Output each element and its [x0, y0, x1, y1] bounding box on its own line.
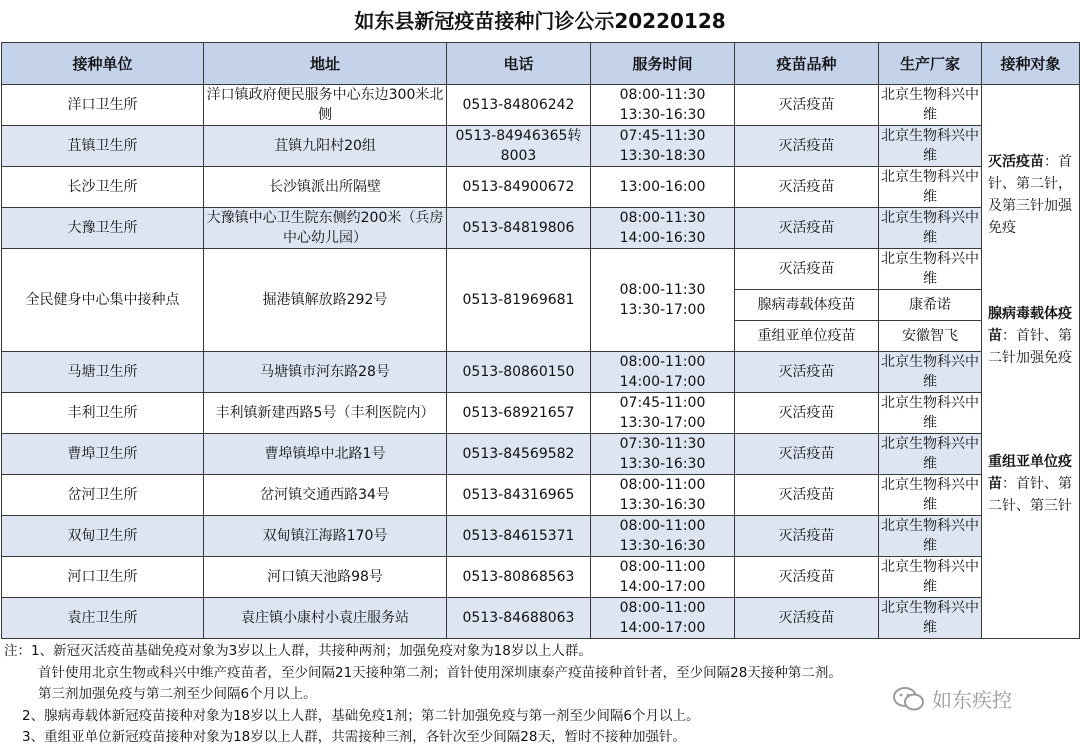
target-vaccine: 重组亚单位疫苗 [988, 454, 1072, 492]
hours-cell [591, 475, 735, 516]
table-row [2, 126, 1080, 167]
address-cell: 双甸镇江海路170号 [204, 516, 447, 557]
hours-pm: 13:30-16:30 [619, 497, 706, 513]
hours-am: 08:00-11:00 [619, 518, 706, 534]
col-header-vaccine: 疫苗品种 [735, 43, 879, 85]
address-cell: 袁庄镇小康村小袁庄服务站 [204, 598, 447, 639]
table-row [2, 475, 1080, 516]
hours-cell [591, 516, 735, 557]
phone-cell: 0513-84946365转8003 [447, 126, 591, 167]
maker-cell: 北京生物科兴中维 [879, 516, 982, 557]
unit-cell: 大豫卫生所 [2, 208, 204, 249]
target-text: ：首针、第二针加强免疫 [988, 328, 1072, 366]
address-cell: 大豫镇中心卫生院东侧约200米（兵房中心幼儿园） [204, 208, 447, 249]
target-text: ：首针、第二针、第三针 [988, 476, 1072, 514]
schedule-table [1, 42, 1080, 639]
phone-cell: 0513-84688063 [447, 598, 591, 639]
note-line: 3、重组亚单位新冠疫苗接种对象为18岁以上人群，共需接种三剂，各针次至少间隔28天，暂时不接种加强针。 [22, 729, 686, 745]
unit-cell: 袁庄卫生所 [2, 598, 204, 639]
phone-cell: 0513-80860150 [447, 352, 591, 393]
hours-cell [591, 393, 735, 434]
hours-cell [591, 167, 735, 208]
vaccine-cell: 重组亚单位疫苗 [735, 321, 879, 352]
page-title: 如东县新冠疫苗接种门诊公示20220128 [354, 9, 726, 33]
maker-cell: 北京生物科兴中维 [879, 557, 982, 598]
vaccine-cell: 灭活疫苗 [735, 249, 879, 290]
note-line: 2、腺病毒载体新冠疫苗接种对象为18岁以上人群，基础免疫1剂；第二针加强免疫与第一剂至少间隔6个月以上。 [22, 707, 700, 724]
maker-cell: 北京生物科兴中维 [879, 167, 982, 208]
maker-cell: 北京生物科兴中维 [879, 208, 982, 249]
maker-cell: 北京生物科兴中维 [879, 434, 982, 475]
address-cell: 曹埠镇埠中北路1号 [204, 434, 447, 475]
watermark-text: 如东疾控 [932, 688, 1012, 712]
unit-cell: 苴镇卫生所 [2, 126, 204, 167]
header-row [2, 43, 1080, 85]
watermark [892, 684, 1012, 713]
unit-cell: 曹埠卫生所 [2, 434, 204, 475]
hours-pm: 14:00-16:30 [619, 230, 706, 246]
address-cell: 长沙镇派出所隔壁 [204, 167, 447, 208]
hours-pm: 14:00-17:00 [619, 579, 706, 595]
address-cell: 掘港镇解放路292号 [204, 249, 447, 352]
col-header-target: 接种对象 [982, 43, 1080, 85]
hours-pm: 13:30-17:00 [619, 302, 706, 318]
phone-cell: 0513-80868563 [447, 557, 591, 598]
table-row [2, 598, 1080, 639]
unit-cell: 全民健身中心集中接种点 [2, 249, 204, 352]
col-header-address: 地址 [204, 43, 447, 85]
hours-am: 08:00-11:30 [619, 210, 706, 226]
phone-cell: 0513-84900672 [447, 167, 591, 208]
vaccine-cell: 灭活疫苗 [735, 126, 879, 167]
address-cell: 岔河镇交通西路34号 [204, 475, 447, 516]
note-line: 首针使用北京生物或科兴中维产疫苗者，至少间隔21天接种第二剂；首针使用深圳康泰产疫苗接种首针者，至少间隔28天接种第二剂。 [38, 664, 842, 681]
phone-cell: 0513-84819806 [447, 208, 591, 249]
table-row [2, 516, 1080, 557]
maker-cell: 北京生物科兴中维 [879, 598, 982, 639]
maker-cell: 北京生物科兴中维 [879, 85, 982, 126]
wechat-icon [892, 685, 926, 713]
hours-cell [591, 598, 735, 639]
vaccine-cell: 灭活疫苗 [735, 516, 879, 557]
table-row [2, 208, 1080, 249]
table-row [2, 85, 1080, 126]
target-vaccine: 灭活疫苗 [988, 154, 1044, 170]
hours-am: 07:45-11:30 [619, 128, 706, 144]
address-cell: 丰利镇新建西路5号（丰利医院内） [204, 393, 447, 434]
hours-am: 08:00-11:00 [619, 477, 706, 493]
vaccine-cell: 灭活疫苗 [735, 167, 879, 208]
phone-cell: 0513-84569582 [447, 434, 591, 475]
address-cell: 马塘镇市河东路28号 [204, 352, 447, 393]
vaccine-cell: 灭活疫苗 [735, 598, 879, 639]
hours-pm: 14:00-17:00 [619, 620, 706, 636]
table-row [2, 167, 1080, 208]
maker-cell: 康希诺 [879, 290, 982, 321]
target-cell [982, 85, 1080, 639]
vaccine-cell: 灭活疫苗 [735, 475, 879, 516]
hours-cell [591, 352, 735, 393]
unit-cell: 岔河卫生所 [2, 475, 204, 516]
hours-am: 08:00-11:00 [619, 600, 706, 616]
table-row [2, 557, 1080, 598]
hours-cell [591, 85, 735, 126]
table-row [2, 393, 1080, 434]
vaccine-cell: 灭活疫苗 [735, 208, 879, 249]
maker-cell: 北京生物科兴中维 [879, 126, 982, 167]
maker-cell: 北京生物科兴中维 [879, 475, 982, 516]
address-cell: 苴镇九阳村20组 [204, 126, 447, 167]
target-vaccine: 腺病毒载体疫苗 [988, 306, 1072, 344]
hours-cell [591, 557, 735, 598]
unit-cell: 双甸卫生所 [2, 516, 204, 557]
note-line: 第三剂加强免疫与第二剂至少间隔6个月以上。 [38, 686, 317, 702]
vaccine-cell: 灭活疫苗 [735, 557, 879, 598]
hours-am: 07:30-11:30 [619, 436, 706, 452]
unit-cell: 洋口卫生所 [2, 85, 204, 126]
unit-cell: 河口卫生所 [2, 557, 204, 598]
col-header-maker: 生产厂家 [879, 43, 982, 85]
maker-cell: 北京生物科兴中维 [879, 352, 982, 393]
vaccine-cell: 灭活疫苗 [735, 352, 879, 393]
hours-cell [591, 249, 735, 352]
hours-cell [591, 434, 735, 475]
table-row [2, 249, 1080, 290]
hours-am: 07:45-11:00 [619, 395, 706, 411]
phone-cell: 0513-84615371 [447, 516, 591, 557]
hours-am: 08:00-11:30 [619, 282, 706, 298]
hours-am: 08:00-11:30 [619, 87, 706, 103]
table-row [2, 352, 1080, 393]
phone-cell: 0513-84316965 [447, 475, 591, 516]
vaccine-cell: 腺病毒载体疫苗 [735, 290, 879, 321]
col-header-phone: 电话 [447, 43, 591, 85]
hours-pm: 13:30-16:30 [619, 538, 706, 554]
maker-cell: 北京生物科兴中维 [879, 393, 982, 434]
hours-pm: 13:30-16:30 [619, 456, 706, 472]
hours-cell [591, 126, 735, 167]
hours-pm: 14:00-17:00 [619, 374, 706, 390]
address-cell: 河口镇天池路98号 [204, 557, 447, 598]
vaccine-cell: 灭活疫苗 [735, 85, 879, 126]
maker-cell: 安徽智飞 [879, 321, 982, 352]
table-row [2, 434, 1080, 475]
address-cell: 洋口镇政府便民服务中心东边300米北侧 [204, 85, 447, 126]
unit-cell: 丰利卫生所 [2, 393, 204, 434]
col-header-hours: 服务时间 [591, 43, 735, 85]
maker-cell: 北京生物科兴中维 [879, 249, 982, 290]
phone-cell: 0513-81969681 [447, 249, 591, 352]
target-item [988, 451, 1073, 517]
hours-pm: 13:30-18:30 [619, 148, 706, 164]
target-text: ：首针、第二针，及第三针加强免疫 [988, 154, 1072, 236]
hours-pm: 13:30-17:00 [619, 415, 706, 431]
hours-am: 13:00-16:00 [619, 179, 706, 195]
vaccine-cell: 灭活疫苗 [735, 393, 879, 434]
hours-am: 08:00-11:00 [619, 559, 706, 575]
target-item [988, 151, 1073, 239]
note-line: 注：1、新冠灭活疫苗基础免疫对象为3岁以上人群，共接种两剂；加强免疫对象为18岁以上人群。 [4, 643, 592, 659]
hours-cell [591, 208, 735, 249]
vaccine-cell: 灭活疫苗 [735, 434, 879, 475]
col-header-unit: 接种单位 [2, 43, 204, 85]
phone-cell: 0513-84806242 [447, 85, 591, 126]
phone-cell: 0513-68921657 [447, 393, 591, 434]
unit-cell: 马塘卫生所 [2, 352, 204, 393]
hours-pm: 13:30-16:30 [619, 107, 706, 123]
target-item [988, 303, 1073, 369]
unit-cell: 长沙卫生所 [2, 167, 204, 208]
hours-am: 08:00-11:00 [619, 354, 706, 370]
